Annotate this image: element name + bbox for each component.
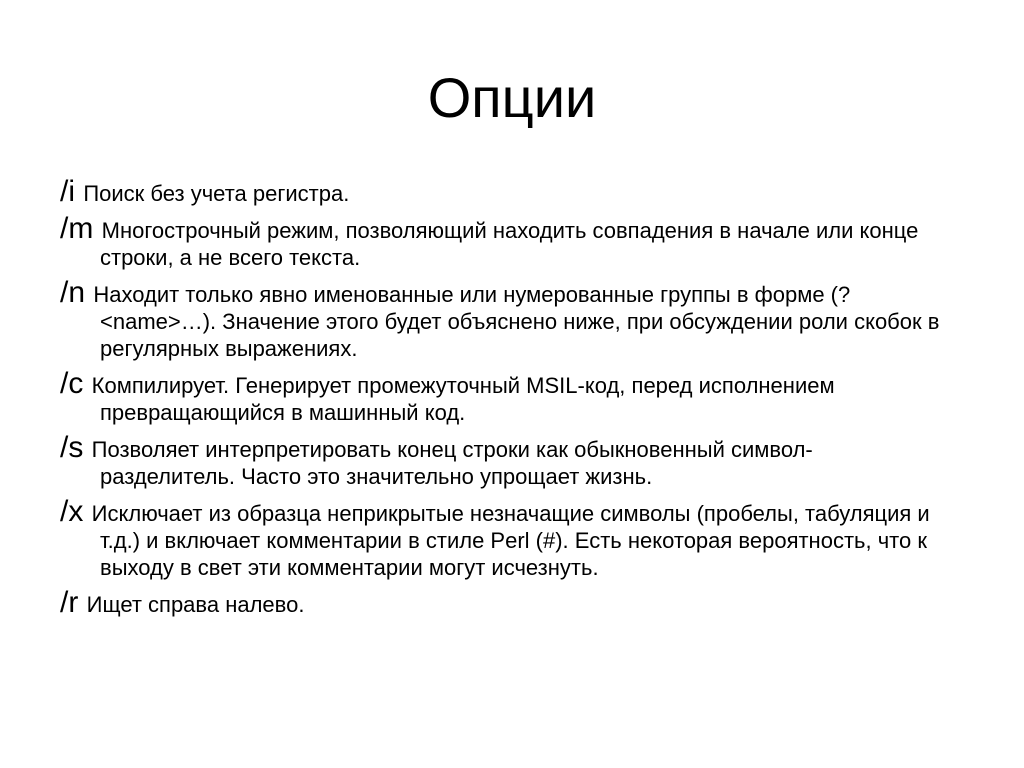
- option-item-i: [60, 175, 940, 208]
- options-list: [60, 175, 940, 626]
- option-item-m: [60, 212, 940, 271]
- option-flag: /i: [60, 175, 84, 208]
- option-description: Поиск без учета регистра.: [83, 181, 350, 206]
- option-flag: /c: [60, 367, 92, 400]
- option-item-s: [60, 431, 940, 490]
- option-description: Многострочный режим, позволяющий находить совпадения в начале или конце строки, а не всего текста.: [100, 218, 919, 270]
- option-description: Компилирует. Генерирует промежуточный MSIL-код, перед исполнением превращающийся в машинный код.: [91, 373, 835, 425]
- option-description: Ищет справа налево.: [86, 592, 305, 617]
- option-flag: /s: [60, 431, 92, 464]
- option-item-n: [60, 276, 940, 362]
- option-flag: /n: [60, 276, 94, 309]
- option-flag: /m: [60, 212, 102, 245]
- option-flag: /x: [60, 495, 92, 528]
- option-description: Находит только явно именованные или нумерованные группы в форме (?<name>…). Значение этого будет объяснено ниже, при обсуждении роли скобок в регулярных выражениях.: [93, 282, 940, 361]
- option-item-x: [60, 495, 940, 581]
- option-description: Позволяет интерпретировать конец строки как обыкновенный символ-разделитель. Часто это значительно упрощает жизнь.: [91, 437, 813, 489]
- option-description: Исключает из образца неприкрытые незначащие символы (пробелы, табуляция и т.д.) и включает комментарии в стиле Perl (#). Есть некоторая вероятность, что к выходу в свет эти комментарии могут исчезнуть.: [91, 501, 930, 580]
- option-flag: /r: [60, 586, 87, 619]
- option-item-c: [60, 367, 940, 426]
- slide-title: Опции: [427, 66, 597, 129]
- option-item-r: [60, 586, 940, 619]
